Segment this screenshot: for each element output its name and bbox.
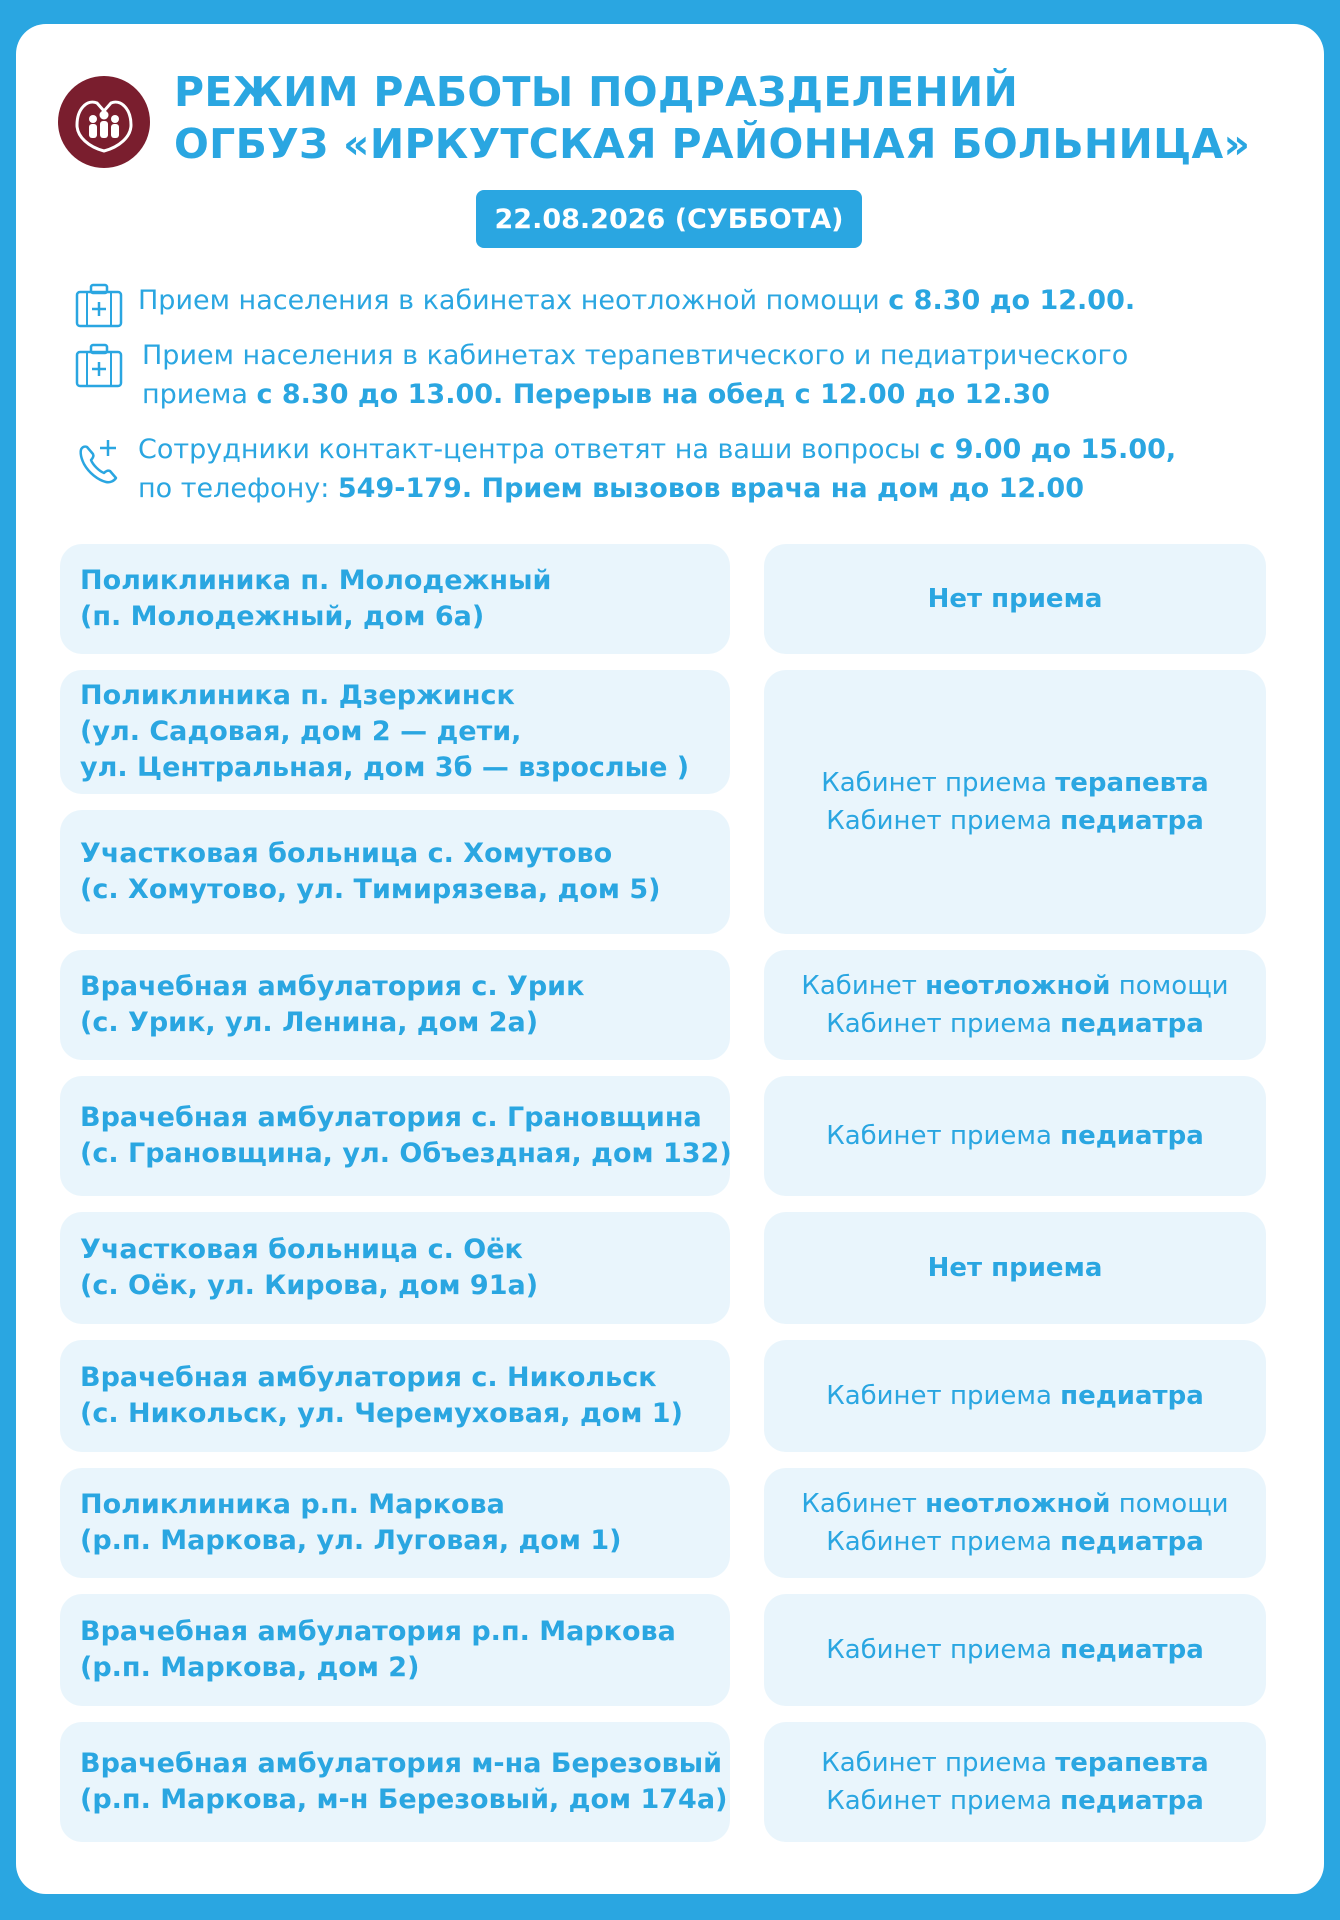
location-name: Поликлиника п. Молодежный xyxy=(80,565,552,596)
table-row xyxy=(60,1212,1266,1324)
first-aid-kit-icon xyxy=(74,340,124,390)
location-address: (п. Молодежный, дом 6а) xyxy=(80,601,485,632)
location-cell xyxy=(60,1076,730,1196)
service-label: Кабинет приема xyxy=(826,1009,1052,1039)
service-status: Нет приема xyxy=(927,1253,1103,1283)
phone-plus-icon xyxy=(74,436,124,486)
service-cell xyxy=(764,950,1266,1060)
table-row xyxy=(60,1594,1266,1706)
info-1-bold: с 8.30 до 12.00. xyxy=(888,285,1136,316)
location-cell xyxy=(60,1468,730,1578)
service-type: неотложной xyxy=(925,1489,1111,1519)
location-address: (р.п. Маркова, м-н Березовый, дом 174а) xyxy=(80,1784,728,1815)
service-label: Кабинет приема xyxy=(821,1748,1047,1778)
location-cell xyxy=(60,1722,730,1842)
service-cell xyxy=(764,1594,1266,1706)
table-row xyxy=(60,1468,1266,1578)
service-type: педиатра xyxy=(1060,806,1204,836)
location-name: Участковая больница с. Оёк xyxy=(80,1234,523,1265)
service-label: Кабинет приема xyxy=(826,1527,1052,1557)
table-row xyxy=(60,950,1266,1060)
info-3-line-2: по телефону: xyxy=(138,473,338,504)
location-name: Поликлиника р.п. Маркова xyxy=(80,1489,505,1520)
location-name: Поликлиника п. Дзержинск xyxy=(80,680,515,711)
title-line-2: ОГБУЗ «ИРКУТСКАЯ РАЙОННАЯ БОЛЬНИЦА» xyxy=(174,120,1251,168)
first-aid-kit-icon xyxy=(74,280,124,330)
service-label: Кабинет приема xyxy=(826,1121,1052,1151)
service-label: Кабинет приема xyxy=(826,806,1052,836)
service-cell-merged xyxy=(764,670,1266,934)
date-badge: 22.08.2026 (СУББОТА) xyxy=(476,190,862,248)
location-address-2: ул. Центральная, дом 3б — взрослые ) xyxy=(80,752,690,783)
info-2-line-2: приема xyxy=(142,379,257,410)
table-row xyxy=(60,544,1266,654)
table-row xyxy=(60,1076,1266,1196)
info-2-line-1: Прием населения в кабинетах терапевтического и педиатрического xyxy=(142,340,1129,371)
info-urgent-hours xyxy=(74,278,1304,328)
table-row xyxy=(60,1340,1266,1452)
info-contact-center xyxy=(74,430,1304,510)
location-name: Врачебная амбулатория с. Грановщина xyxy=(80,1102,702,1133)
location-address: (с. Никольск, ул. Черемуховая, дом 1) xyxy=(80,1398,683,1429)
location-cell xyxy=(60,950,730,1060)
service-label: Кабинет приема xyxy=(821,768,1047,798)
location-cell xyxy=(60,810,730,934)
location-address: (с. Оёк, ул. Кирова, дом 91а) xyxy=(80,1270,539,1301)
location-name: Врачебная амбулатория м-на Березовый xyxy=(80,1748,723,1779)
service-cell xyxy=(764,1722,1266,1842)
table-row xyxy=(60,1722,1266,1842)
service-label: Кабинет xyxy=(801,1489,917,1519)
location-cell xyxy=(60,1212,730,1324)
location-address: (р.п. Маркова, дом 2) xyxy=(80,1652,420,1683)
location-address: (с. Хомутово, ул. Тимирязева, дом 5) xyxy=(80,874,661,905)
service-label: Кабинет приема xyxy=(826,1786,1052,1816)
info-3-bold-2: 549-179. Прием вызовов врача на дом до 12.00 xyxy=(337,473,1085,504)
title-line-1: РЕЖИМ РАБОТЫ ПОДРАЗДЕЛЕНИЙ xyxy=(174,68,1019,116)
service-type: педиатра xyxy=(1060,1635,1204,1665)
service-type: педиатра xyxy=(1060,1009,1204,1039)
service-label: помощи xyxy=(1118,971,1229,1001)
service-type: педиатра xyxy=(1060,1381,1204,1411)
service-type: неотложной xyxy=(925,971,1111,1001)
service-label: Кабинет xyxy=(801,971,917,1001)
location-cell xyxy=(60,670,730,794)
service-cell xyxy=(764,1212,1266,1324)
location-name: Врачебная амбулатория с. Урик xyxy=(80,971,585,1002)
service-cell xyxy=(764,1340,1266,1452)
service-cell xyxy=(764,1076,1266,1196)
service-type: педиатра xyxy=(1060,1786,1204,1816)
service-type: терапевта xyxy=(1055,768,1209,798)
service-type: терапевта xyxy=(1055,1748,1209,1778)
location-address: (р.п. Маркова, ул. Луговая, дом 1) xyxy=(80,1525,622,1556)
location-address: (с. Грановщина, ул. Объездная, дом 132) xyxy=(80,1138,732,1169)
location-name: Врачебная амбулатория с. Никольск xyxy=(80,1362,657,1393)
service-label: Кабинет приема xyxy=(826,1381,1052,1411)
info-3-bold-1: с 9.00 до 15.00, xyxy=(929,434,1177,465)
service-cell xyxy=(764,1468,1266,1578)
hospital-family-logo xyxy=(58,76,150,168)
page-title xyxy=(174,66,1250,170)
service-status: Нет приема xyxy=(927,584,1103,614)
family-hands-icon xyxy=(67,85,141,159)
service-cell xyxy=(764,544,1266,654)
location-address: (с. Урик, ул. Ленина, дом 2а) xyxy=(80,1007,539,1038)
location-address: (ул. Садовая, дом 2 — дети, xyxy=(80,716,522,747)
service-label: помощи xyxy=(1118,1489,1229,1519)
service-label: Кабинет приема xyxy=(826,1635,1052,1665)
info-therapy-hours xyxy=(74,336,1304,416)
info-2-bold: с 8.30 до 13.00. Перерыв на обед с 12.00 до 12.30 xyxy=(256,379,1051,410)
info-1-text: Прием населения в кабинетах неотложной помощи xyxy=(138,285,889,316)
location-name: Участковая больница с. Хомутово xyxy=(80,838,613,869)
location-name: Врачебная амбулатория р.п. Маркова xyxy=(80,1616,676,1647)
location-cell xyxy=(60,1594,730,1706)
service-type: педиатра xyxy=(1060,1121,1204,1151)
info-3-line-1: Сотрудники контакт-центра ответят на ваши вопросы xyxy=(138,434,930,465)
location-cell xyxy=(60,544,730,654)
service-type: педиатра xyxy=(1060,1527,1204,1557)
location-cell xyxy=(60,1340,730,1452)
